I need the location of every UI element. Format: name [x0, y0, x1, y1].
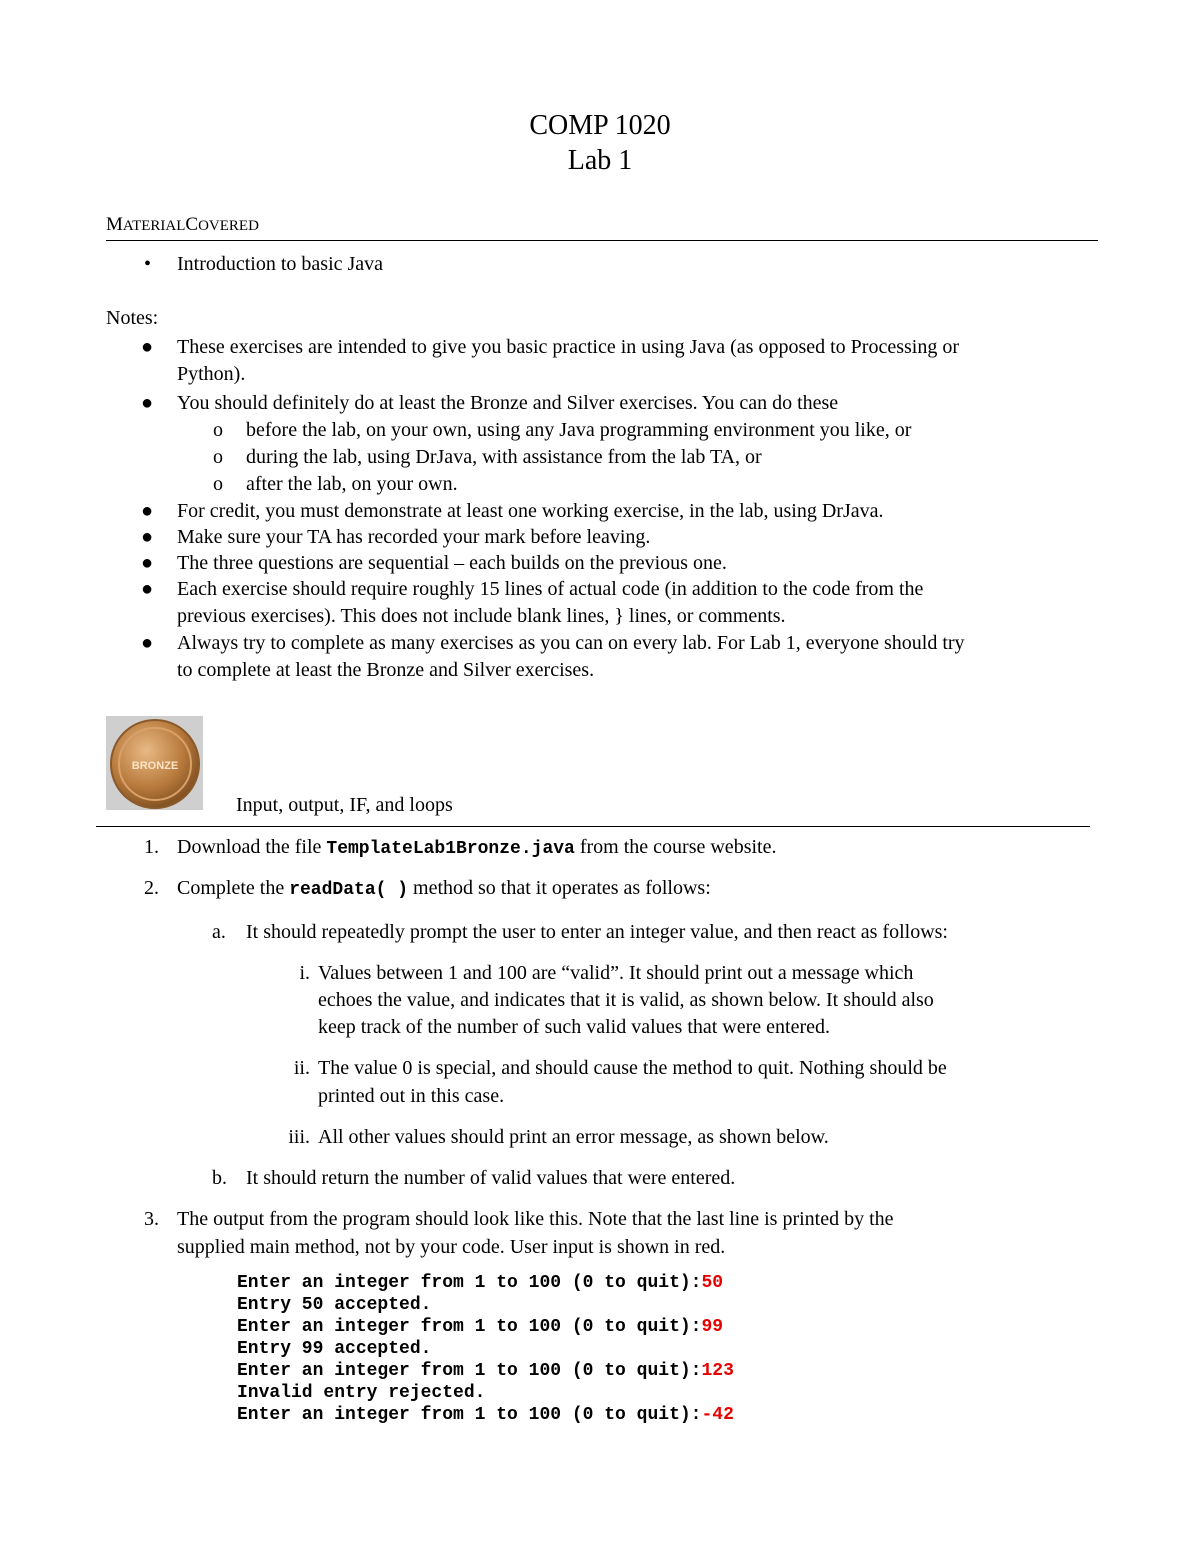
step-2a-iii-text: All other values should print an error message, as shown below. [318, 1126, 829, 1148]
material-item: Introduction to basic Java [177, 253, 384, 275]
circle-bullet-icon: o [213, 473, 223, 495]
step-2a-iii-label: iii. [288, 1126, 310, 1148]
circle-bullet-icon: o [213, 419, 223, 441]
step-3-line2: supplied main method, not by your code. User input is shown in red. [177, 1236, 726, 1258]
note-7-cont: to complete at least the Bronze and Silver exercises. [177, 659, 595, 681]
note-2: You should definitely do at least the Bronze and Silver exercises. You can do these [177, 392, 839, 414]
console-line: Enter an integer from 1 to 100 (0 to quit):99 [237, 1317, 724, 1337]
bullet-icon: ● [141, 526, 154, 548]
readdata-method: readData( ) [289, 880, 409, 900]
note-2-sub-2: during the lab, using DrJava, with assistance from the lab TA, or [246, 446, 762, 468]
bullet-icon: ● [141, 500, 154, 522]
bullet-icon: ● [141, 336, 154, 358]
step-2a-ii-label: ii. [293, 1057, 310, 1079]
step-2a-i-line1: Values between 1 and 100 are “valid”. It should print out a message which [318, 962, 914, 984]
step-2a-i-line2: echoes the value, and indicates that it is valid, as shown below. It should also [318, 989, 934, 1011]
bullet-icon: ● [141, 578, 154, 600]
bronze-badge [106, 716, 203, 810]
user-input: 123 [701, 1361, 734, 1381]
note-2-sub-1: before the lab, on your own, using any Java programming environment you like, or [246, 419, 912, 441]
circle-bullet-icon: o [213, 446, 223, 468]
step-2a-ii-line2: printed out in this case. [318, 1085, 505, 1107]
bullet-icon: ● [141, 632, 154, 654]
step-2a-i-label: i. [299, 962, 310, 984]
step-2b-label: b. [212, 1167, 227, 1189]
step-1-text: Download the file TemplateLab1Bronze.java from the course website. [177, 836, 777, 859]
badge-label: BRONZE [131, 760, 179, 772]
template-filename: TemplateLab1Bronze.java [326, 839, 575, 859]
console-line: Entry 99 accepted. [237, 1339, 432, 1359]
note-5: The three questions are sequential – each builds on the previous one. [177, 552, 727, 574]
step-2b-text: It should return the number of valid values that were entered. [246, 1167, 736, 1189]
console-line: Enter an integer from 1 to 100 (0 to quit):-42 [237, 1405, 734, 1425]
user-input: -42 [701, 1405, 734, 1425]
note-2-sub-3: after the lab, on your own. [246, 473, 458, 495]
material-covered-heading: MATERIALCOVERED [106, 214, 259, 235]
step-2a-label: a. [212, 921, 226, 943]
bronze-medal-icon [106, 716, 203, 810]
console-line: Enter an integer from 1 to 100 (0 to quit):50 [237, 1273, 724, 1293]
bronze-rule [96, 826, 1090, 827]
heading-rule [106, 240, 1098, 241]
note-4: Make sure your TA has recorded your mark before leaving. [177, 526, 651, 548]
bullet-icon: • [144, 253, 152, 275]
bronze-section-title: Input, output, IF, and loops [236, 794, 453, 816]
note-6: Each exercise should require roughly 15 lines of actual code (in addition to the code from the [177, 578, 924, 600]
note-3: For credit, you must demonstrate at least one working exercise, in the lab, using DrJava. [177, 500, 884, 522]
step-2a-i-line3: keep track of the number of such valid values that were entered. [318, 1016, 831, 1038]
step-3-number: 3. [144, 1208, 159, 1230]
lab-title: Lab 1 [567, 145, 633, 176]
console-line: Enter an integer from 1 to 100 (0 to quit):123 [237, 1361, 734, 1381]
user-input: 50 [701, 1273, 724, 1293]
step-2a-ii-line1: The value 0 is special, and should cause the method to quit. Nothing should be [318, 1057, 947, 1079]
course-title: COMP 1020 [529, 110, 671, 141]
bullet-icon: ● [141, 392, 154, 414]
user-input: 99 [701, 1317, 724, 1337]
console-line: Entry 50 accepted. [237, 1295, 432, 1315]
step-2a-text: It should repeatedly prompt the user to enter an integer value, and then react as follows: [246, 921, 948, 943]
note-1-cont: Python). [177, 363, 246, 385]
bullet-icon: ● [141, 552, 154, 574]
notes-label: Notes: [106, 307, 159, 329]
console-line: Invalid entry rejected. [237, 1383, 486, 1403]
step-3-line1: The output from the program should look like this. Note that the last line is printed by the [177, 1208, 894, 1230]
step-2-number: 2. [144, 877, 159, 899]
note-1: These exercises are intended to give you basic practice in using Java (as opposed to Processing or [177, 336, 959, 358]
step-2-text: Complete the readData( ) method so that it operates as follows: [177, 877, 711, 900]
step-1-number: 1. [144, 836, 159, 858]
note-7: Always try to complete as many exercises as you can on every lab. For Lab 1, everyone should try [177, 632, 965, 654]
note-6-cont: previous exercises). This does not include blank lines, } lines, or comments. [177, 605, 786, 627]
